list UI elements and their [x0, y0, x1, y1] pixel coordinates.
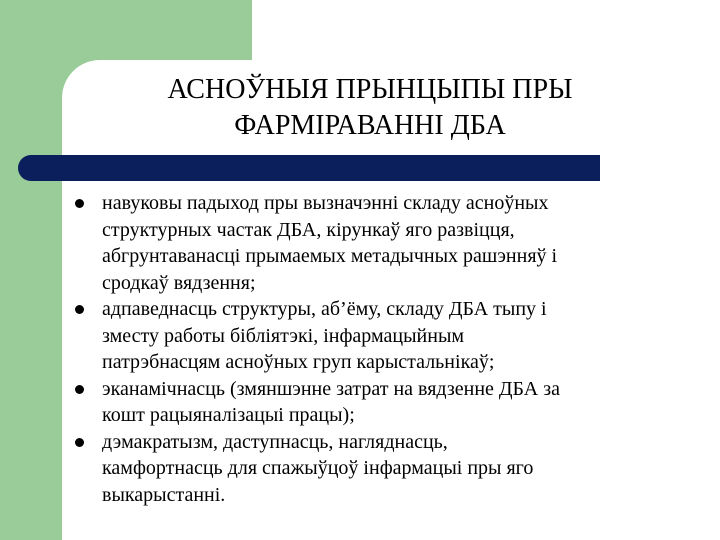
bullet-line: кошт рацыяналізацыі працы);	[102, 404, 355, 426]
bullet-item	[68, 429, 668, 509]
bullet-list	[68, 190, 668, 508]
bullet-line: камфортнасць для спажыўцоў інфармацыі пры яго	[102, 457, 534, 479]
bullet-line: зместу работы бібліятэкі, інфармацыйным	[102, 324, 465, 347]
bullet-line: абгрунтаванасці прымаемых метадычных рашэнняў і	[102, 245, 558, 267]
bullet-line: навуковы падыход пры вызначэнні складу асноўных	[102, 192, 549, 214]
slide-title-line-1: АСНОЎНЫЯ ПРЫНЦЫПЫ ПРЫ	[167, 74, 573, 105]
bullet-dot-icon	[75, 385, 84, 394]
slide-title-line-2: ФАРМІРАВАННІ ДБА	[234, 110, 506, 141]
slide-title	[70, 72, 670, 144]
bullet-line: патрэбнасцям асноўных груп карыстальнікаў;	[102, 351, 495, 373]
bullet-item	[68, 190, 668, 296]
bullet-item	[68, 376, 668, 429]
bullet-line: дэмакратызм, даступнасць, нагляднасць,	[102, 430, 448, 453]
bullet-dot-icon	[75, 438, 84, 447]
bullet-item	[68, 296, 668, 376]
bullet-line: структурных частак ДБА, кірункаў яго развіцця,	[102, 218, 515, 241]
bullet-line: адпаведнасць структуры, аб’ёму, складу ДБА тыпу і	[102, 298, 547, 320]
bullet-line: выкарыстанні.	[102, 483, 226, 506]
title-underline-bar	[18, 155, 600, 181]
bullet-line: эканамічнасць (змяншэнне затрат на вядзенне ДБА за	[102, 377, 560, 400]
bullet-dot-icon	[75, 305, 84, 314]
bullet-line: сродкаў вядзення;	[102, 271, 256, 294]
bullet-dot-icon	[75, 199, 84, 208]
